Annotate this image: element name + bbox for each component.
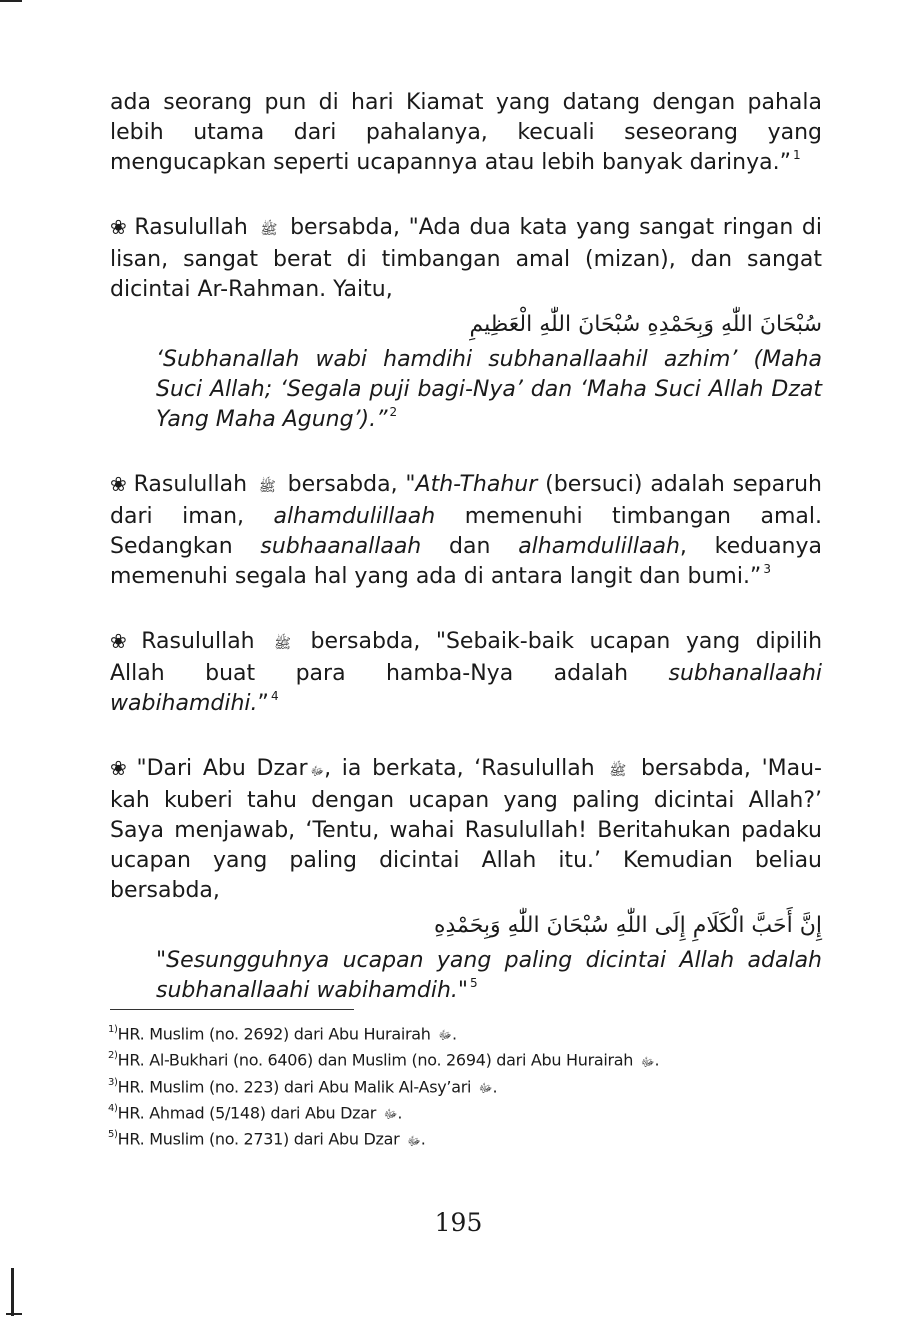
text-run: , keduanya memenuhi segala hal yang ada di antara langit dan bumi.”	[110, 534, 822, 589]
radhiyallahu-icon: ﷻ	[478, 1080, 493, 1095]
text-run: "Dari Abu Dzar	[136, 756, 308, 781]
transliteration	[110, 345, 822, 437]
transliteration-text: ‘Subhanallah wabi hamdihi subhanallaahil azhim’ (Maha Suci Allah; ‘Segala puji bagi-Nya’ dan ‘Maha Suci Allah Dzat Yang Maha Agung’).”	[156, 347, 822, 432]
arabic-dhikr: سُبْحَانَ اللّٰهِ وَبِحَمْدِهِ سُبْحَانَ اللّٰهِ الْعَظِيمِ	[469, 312, 822, 337]
footnote-ref[interactable]: 3	[763, 562, 771, 576]
footnote-text: HR. Muslim (no. 2692) dari Abu Hurairah	[117, 1024, 431, 1044]
footnote-divider	[110, 1009, 354, 1010]
footnote-item: $^{5)}$HR. Muslim (no. 2731) dari Abu Dzar ﷻ.	[108, 1129, 426, 1149]
footnote-number: 2)	[108, 1050, 118, 1062]
hadith-paragraph-2	[110, 469, 822, 594]
paragraph-continuation	[110, 88, 822, 180]
footnote-item: $^{4)}$HR. Ahmad (5/148) dari Abu Dzar ﷻ.	[108, 1102, 403, 1123]
footnote-item: $^{1)}$HR. Muslim (no. 2692) dari Abu Hurairah ﷻ.	[108, 1024, 458, 1044]
footnotes	[108, 1020, 808, 1152]
italic-term: subhanallaahi wabihamdihi.	[110, 661, 822, 716]
footnote-item: $^{2)}$HR. Al-Bukhari (no. 6406) dan Muslim (no. 2694) dari Abu Hurairah ﷻ.	[108, 1050, 660, 1070]
text-run: bersabda, 'Mau-kah kuberi tahu dengan ucapan yang paling dicintai Allah?’ Saya menjawab, ‘Tentu, wahai Rasulullah! Beritahukan padaku ucapan yang paling dicintai Allah itu.’ Kemudian beliau bersabda,	[110, 756, 822, 903]
salawat-icon: ﷺ	[258, 479, 276, 495]
flower-ornament-icon: ❀	[110, 472, 128, 496]
paragraph-text: ada seorang pun di hari Kiamat yang datang dengan pahala lebih utama dari pahalanya, kecuali seseorang yang mengucapkan seperti ucapannya atau lebih banyak darinya.”	[110, 90, 822, 175]
text-run: (bersuci) adalah separuh dari iman,	[110, 472, 822, 529]
paragraph-lead: Rasulullah	[133, 472, 248, 497]
footnote-ref[interactable]: 2	[389, 405, 398, 419]
text-run: dan	[421, 534, 519, 559]
radhiyallahu-icon: ﷻ	[438, 1028, 452, 1043]
paragraph-lead: Rasulullah	[134, 215, 248, 240]
footnote-ref[interactable]: 4	[270, 689, 279, 703]
paragraph-lead: Rasulullah	[141, 629, 255, 654]
footnote-text: HR. Al-Bukhari (no. 6406) dan Muslim (no. 2694) dari Abu Hurairah	[117, 1050, 634, 1070]
footnote-ref[interactable]: 1	[793, 148, 801, 162]
footnote-number: 4)	[108, 1102, 118, 1114]
page-body	[110, 88, 822, 1008]
radhiyallahu-icon: ﷻ	[407, 1133, 421, 1148]
italic-term: Ath-Thahur	[415, 472, 538, 497]
flower-ornament-icon: ❀	[110, 215, 129, 239]
italic-term: subhaanallaah	[260, 534, 422, 559]
text-run: ”	[257, 691, 269, 716]
footnote-number: 5)	[108, 1129, 118, 1141]
scan-artifact	[0, 0, 22, 2]
footnote-text: HR. Muslim (no. 223) dari Abu Malik Al-Asy’ari	[117, 1076, 472, 1096]
hadith-paragraph-1	[110, 212, 822, 305]
salawat-icon: ﷺ	[260, 222, 278, 238]
flower-ornament-icon: ❀	[110, 629, 136, 653]
radhiyallahu-icon: ﷻ	[640, 1054, 655, 1069]
footnote-text: HR. Ahmad (5/148) dari Abu Dzar	[117, 1103, 377, 1123]
footnote-item: $^{3)}$HR. Muslim (no. 223) dari Abu Malik Al-Asy’ari ﷻ.	[108, 1076, 498, 1096]
text-run: memenuhi timbangan amal. Sedangkan	[110, 504, 822, 559]
footnote-number: 3)	[108, 1076, 118, 1088]
paragraph-text: bersabda, "Ada dua kata yang sangat ringan di lisan, sangat berat di timbangan amal (mizan), dan sangat dicintai Ar-Rahman. Yaitu,	[110, 215, 822, 302]
scan-artifact	[11, 1268, 14, 1316]
text-run: bersabda, "	[287, 472, 416, 497]
footnote-number: 1)	[108, 1024, 118, 1035]
text-run: bersabda, "Sebaik-baik ucapan yang dipilih Allah buat para hamba-Nya adalah	[110, 629, 823, 686]
translation	[110, 946, 822, 1008]
footnote-text: HR. Muslim (no. 2731) dari Abu Dzar	[117, 1129, 400, 1149]
footnote-ref[interactable]: 5	[470, 976, 478, 990]
radhiyallahu-icon: ﷻ	[310, 764, 325, 778]
radhiyallahu-icon: ﷻ	[383, 1107, 398, 1122]
italic-term: alhamdulillaah	[518, 534, 680, 559]
translation-text: "Sesungguhnya ucapan yang paling dicintai Allah adalah subhanallaahi wabihamdih."	[156, 948, 822, 1003]
flower-ornament-icon: ❀	[110, 756, 131, 780]
page-number: 195	[434, 1208, 483, 1237]
hadith-paragraph-4	[110, 753, 822, 906]
arabic-dhikr: إِنَّ أَحَبَّ الْكَلَامِ إِلَى اللّٰهِ سُبْحَانَ اللّٰهِ وَبِحَمْدِهِ	[433, 913, 822, 938]
hadith-paragraph-3	[110, 626, 822, 721]
scan-artifact	[6, 1313, 22, 1315]
italic-term: alhamdulillaah	[273, 504, 436, 529]
text-run: , ia berkata, ‘Rasulullah	[324, 756, 595, 781]
salawat-icon: ﷺ	[274, 636, 292, 652]
salawat-icon: ﷺ	[609, 763, 627, 779]
